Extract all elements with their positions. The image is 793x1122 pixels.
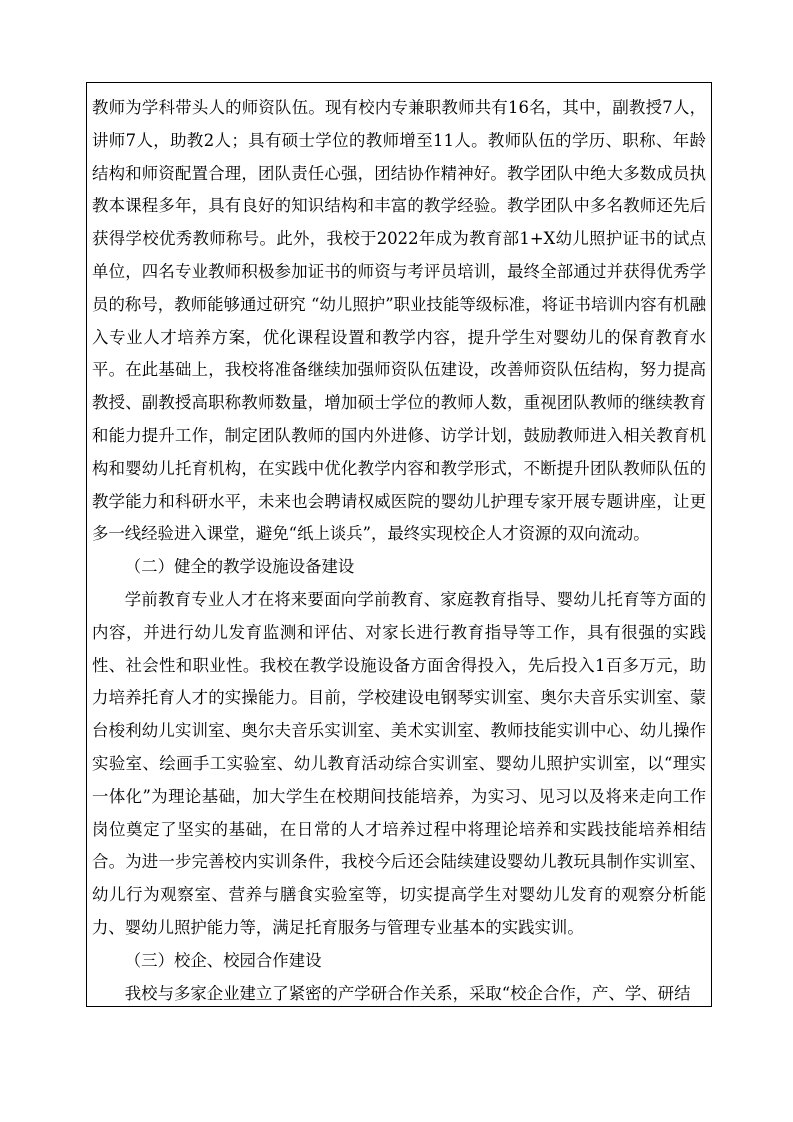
document-body: [92, 92, 706, 1010]
paragraph-faculty: 教师为学科带头人的师资队伍。现有校内专兼职教师共有16名，其中，副教授7人，讲师7人，助教2人；具有硕士学位的教师增至11人。教师队伍的学历、职称、年龄结构和师资配置合理，团队责任心强，团结协作精神好。教学团队中绝大多数成员执教本课程多年，具有良好的知识结构和丰富的教学经验。教学团队中多名教师还先后获得学校优秀教师称号。此外，我校于2022年成为教育部1+X幼儿照护证书的试点单位，四名专业教师积极参加证书的师资与考评员培训，最终全部通过并获得优秀学员的称号，教师能够通过研究 “幼儿照护”职业技能等级标准，将证书培训内容有机融入专业人才培养方案，优化课程设置和教学内容，提升学生对婴幼儿的保育教育水平。在此基础上，我校将准备继续加强师资队伍建设，改善师资队伍结构，努力提高教授、副教授高职称教师数量，增加硕士学位的教师人数，重视团队教师的继续教育和能力提升工作，制定团队教师的国内外进修、访学计划，鼓励教师进入相关教育机构和婴幼儿托育机构，在实践中优化教学内容和教学形式，不断提升团队教师队伍的教学能力和科研水平，未来也会聘请权威医院的婴幼儿护理专家开展专题讲座，让更多一线经验进入课堂，避免“纸上谈兵”，最终实现校企人才资源的双向流动。: [92, 98, 706, 544]
paragraph-cooperation: 我校与多家企业建立了紧密的产学研合作关系，采取“校企合作，产、学、研结: [124, 983, 691, 1003]
paragraph-facilities: 学前教育专业人才在将来要面向学前教育、家庭教育指导、婴幼儿托育等方面的内容，并进行幼儿发育监测和评估、对家长进行教育指导等工作，具有很强的实践性、社会性和职业性。我校在教学设施设备方面舍得投入，先后投入1百多万元，助力培养托育人才的实操能力。目前，学校建设电钢琴实训室、奥尔夫音乐实训室、蒙台梭利幼儿实训室、奥尔夫音乐实训室、美术实训室、教师技能实训中心、幼儿操作实验室、绘画手工实验室、幼儿教育活动综合实训室、婴幼儿照护实训室，以“理实一体化”为理论基础，加大学生在校期间技能培养，为实习、见习以及将来走向工作岗位奠定了坚实的基础，在日常的人才培养过程中将理论培养和实践技能培养相结合。为进一步完善校内实训条件，我校今后还会陆续建设婴幼儿教玩具制作实训室、幼儿行为观察室、营养与膳食实验室等，切实提高学生对婴幼儿发育的观察分析能力、婴幼儿照护能力等，满足托育服务与管理专业基本的实践实训。: [92, 589, 706, 937]
section-heading-cooperation: （三）校企、校园合作建设: [124, 950, 322, 970]
section-heading-facilities: （二）健全的教学设施设备建设: [124, 557, 355, 577]
